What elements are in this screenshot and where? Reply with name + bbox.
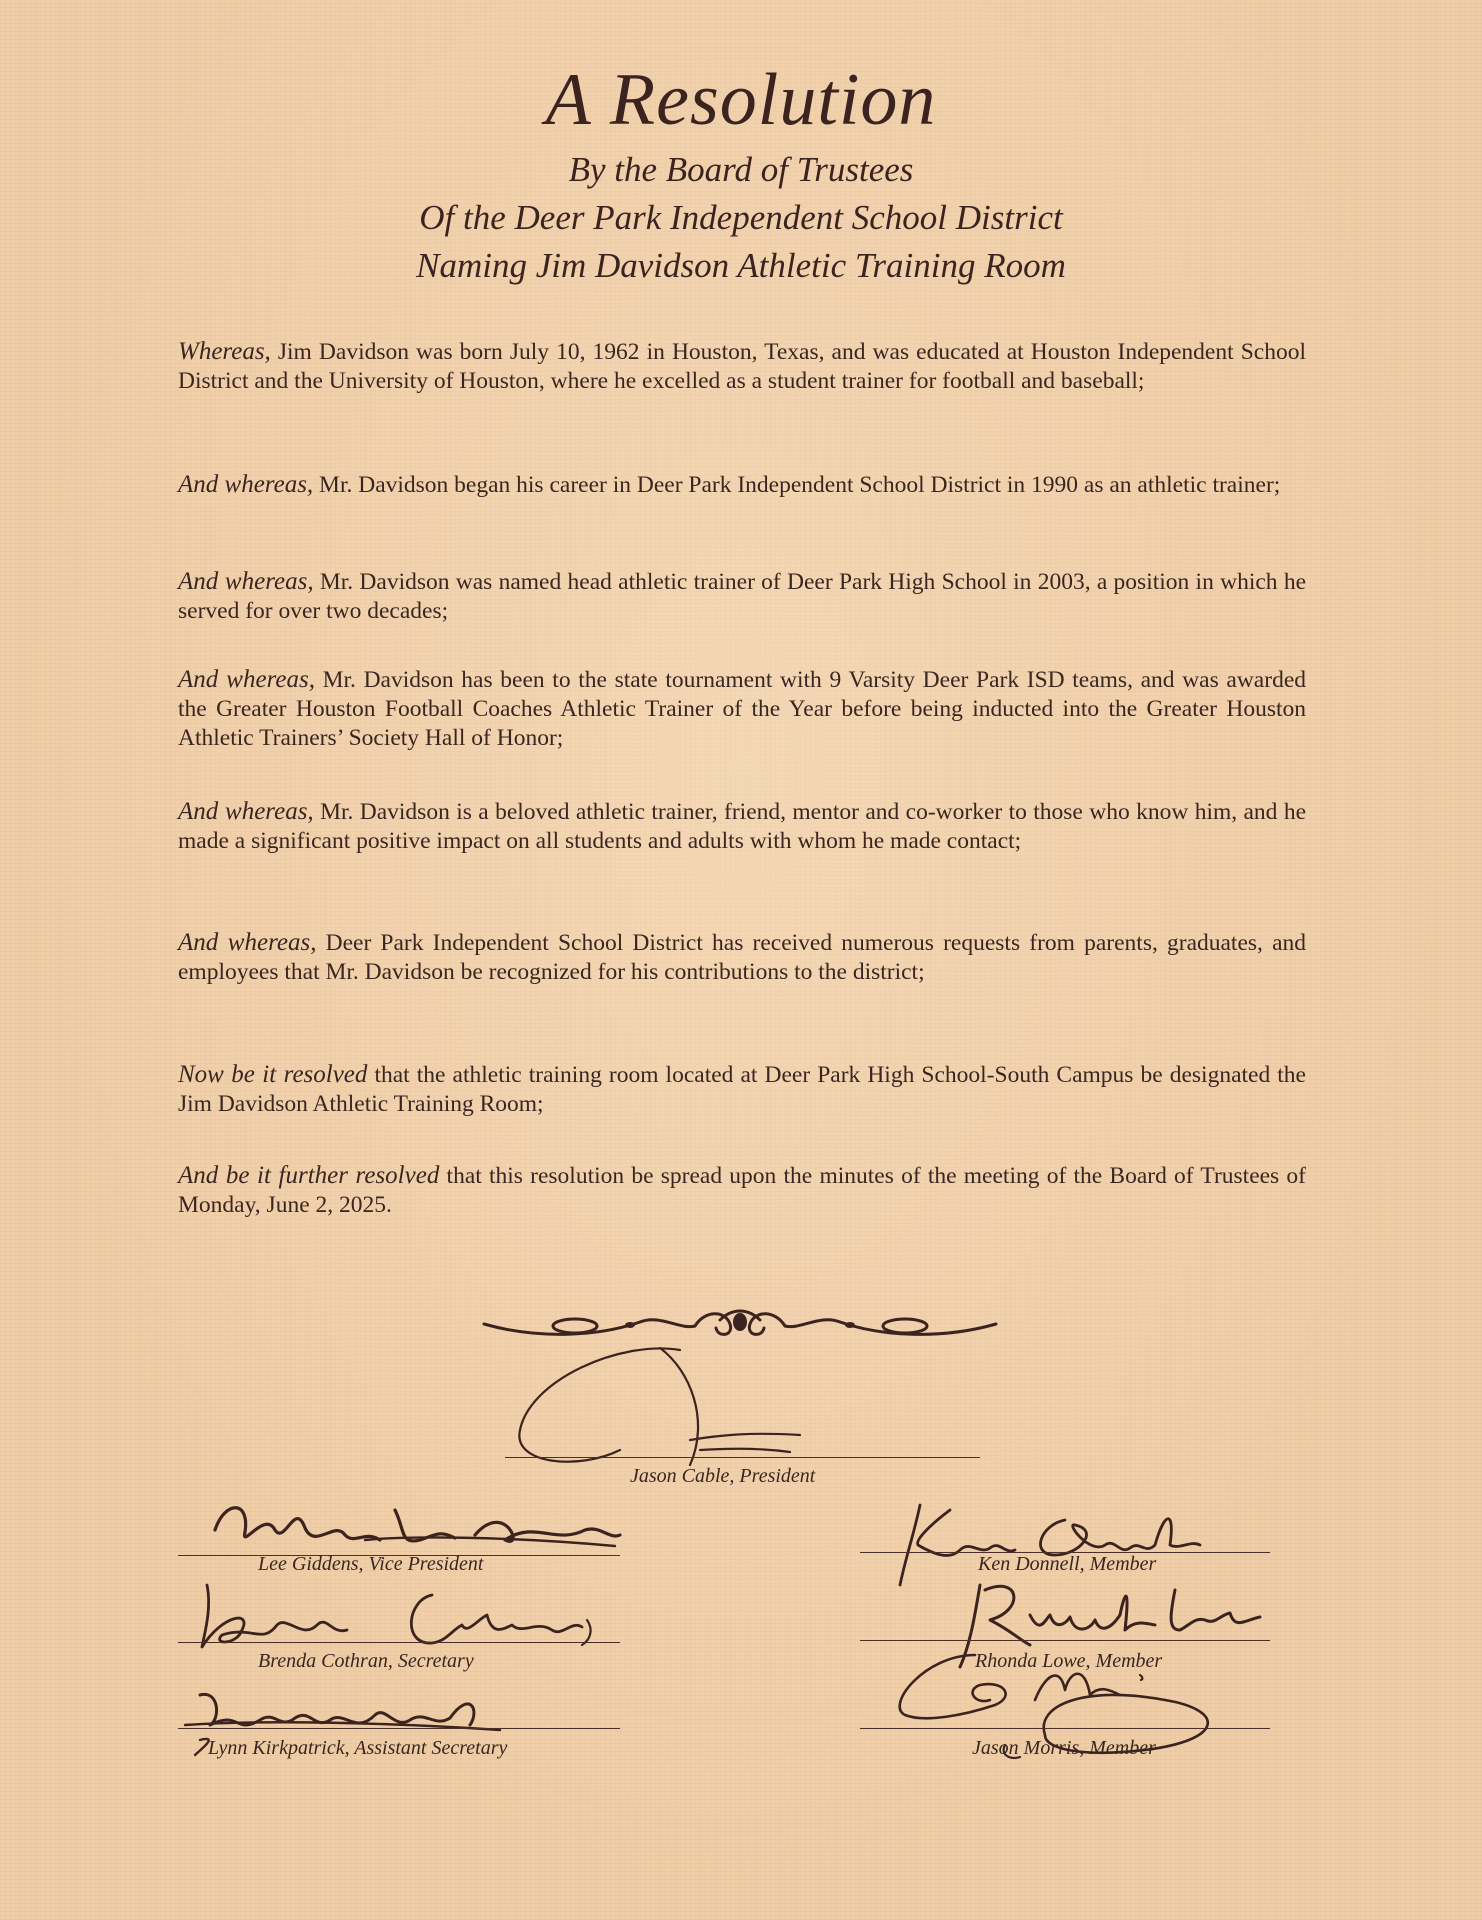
- member-2-signature-line: [860, 1640, 1270, 1641]
- paragraph-lead: And whereas,: [178, 798, 314, 825]
- paragraph-text: Mr. Davidson is a beloved athletic trainer, friend, mentor and co-worker to those who know him, and he made a significant positive impact on all students and adults with whom he made contact;: [178, 799, 1306, 854]
- member-3-signature-line: [860, 1728, 1270, 1729]
- member-1-name: Ken Donnell, Member: [978, 1553, 1157, 1575]
- paragraph-lead: And whereas,: [178, 471, 314, 498]
- paragraph-lead: And whereas,: [178, 929, 317, 956]
- paragraph-text: Jim Davidson was born July 10, 1962 in Houston, Texas, and was educated at Houston Independent School District and the University of Houston, where he excelled as a student trainer for football and baseball;: [178, 339, 1306, 394]
- paragraph-text: that the athletic training room located at Deer Park High School-South Campus be designated the Jim Davidson Athletic Training Room;: [178, 1062, 1306, 1117]
- president-signature: [500, 1340, 860, 1470]
- paragraph-lead: Whereas,: [178, 338, 271, 365]
- vice-president-signature: [205, 1490, 625, 1560]
- subtitle-board: By the Board of Trustees: [568, 150, 914, 189]
- paragraph-text: that this resolution be spread upon the minutes of the meeting of the Board of Trustees of Monday, June 2, 2025.: [178, 1163, 1306, 1218]
- paragraph-whereas-5: [178, 797, 1306, 856]
- paragraph-text: Mr. Davidson was named head athletic trainer of Deer Park High School in 2003, a position in which he served for over two decades;: [178, 569, 1306, 624]
- paragraph-resolved: [178, 1060, 1306, 1119]
- paragraph-lead: Now be it resolved: [178, 1061, 368, 1088]
- vice-president-name: Lee Giddens, Vice President: [258, 1553, 484, 1575]
- paragraph-text: Mr. Davidson has been to the state tournament with 9 Varsity Deer Park ISD teams, and was awarded the Greater Houston Football Coaches Athletic Trainer of the Year before being inducted into the Greater Houston Athletic Trainers’ Society Hall of Honor;: [178, 667, 1306, 751]
- paragraph-text: Mr. Davidson began his career in Deer Park Independent School District in 1990 as an athletic trainer;: [313, 472, 1281, 498]
- subtitle-naming: Naming Jim Davidson Athletic Training Room: [416, 246, 1066, 285]
- secretary-signature-line: [178, 1642, 620, 1643]
- member-2-name: Rhonda Lowe, Member: [975, 1650, 1163, 1672]
- subtitle-district: Of the Deer Park Independent School District: [419, 198, 1063, 237]
- assistant-secretary-signature-line: [178, 1728, 620, 1729]
- assistant-secretary-name: Lynn Kirkpatrick, Assistant Secretary: [208, 1737, 508, 1759]
- member-3-name: Jason Morris, Member: [972, 1737, 1156, 1759]
- paragraph-lead: And whereas,: [178, 568, 314, 595]
- paragraph-whereas-4: [178, 665, 1306, 753]
- resolution-title: A Resolution: [545, 59, 937, 141]
- paragraph-whereas-2: [178, 470, 1306, 500]
- president-name: Jason Cable, President: [630, 1465, 816, 1487]
- paragraph-whereas-1: [178, 337, 1306, 396]
- paragraph-text: Deer Park Independent School District has received numerous requests from parents, graduates, and employees that Mr. Davidson be recognized for his contributions to the district;: [178, 930, 1306, 985]
- paragraph-whereas-6: [178, 928, 1306, 987]
- paragraph-lead: And whereas,: [178, 666, 315, 693]
- secretary-name: Brenda Cothran, Secretary: [258, 1650, 474, 1672]
- paragraph-further-resolved: [178, 1161, 1306, 1220]
- secretary-signature: [192, 1575, 612, 1655]
- paragraph-whereas-3: [178, 567, 1306, 626]
- president-signature-line: [505, 1457, 980, 1458]
- paragraph-lead: And be it further resolved: [178, 1162, 440, 1189]
